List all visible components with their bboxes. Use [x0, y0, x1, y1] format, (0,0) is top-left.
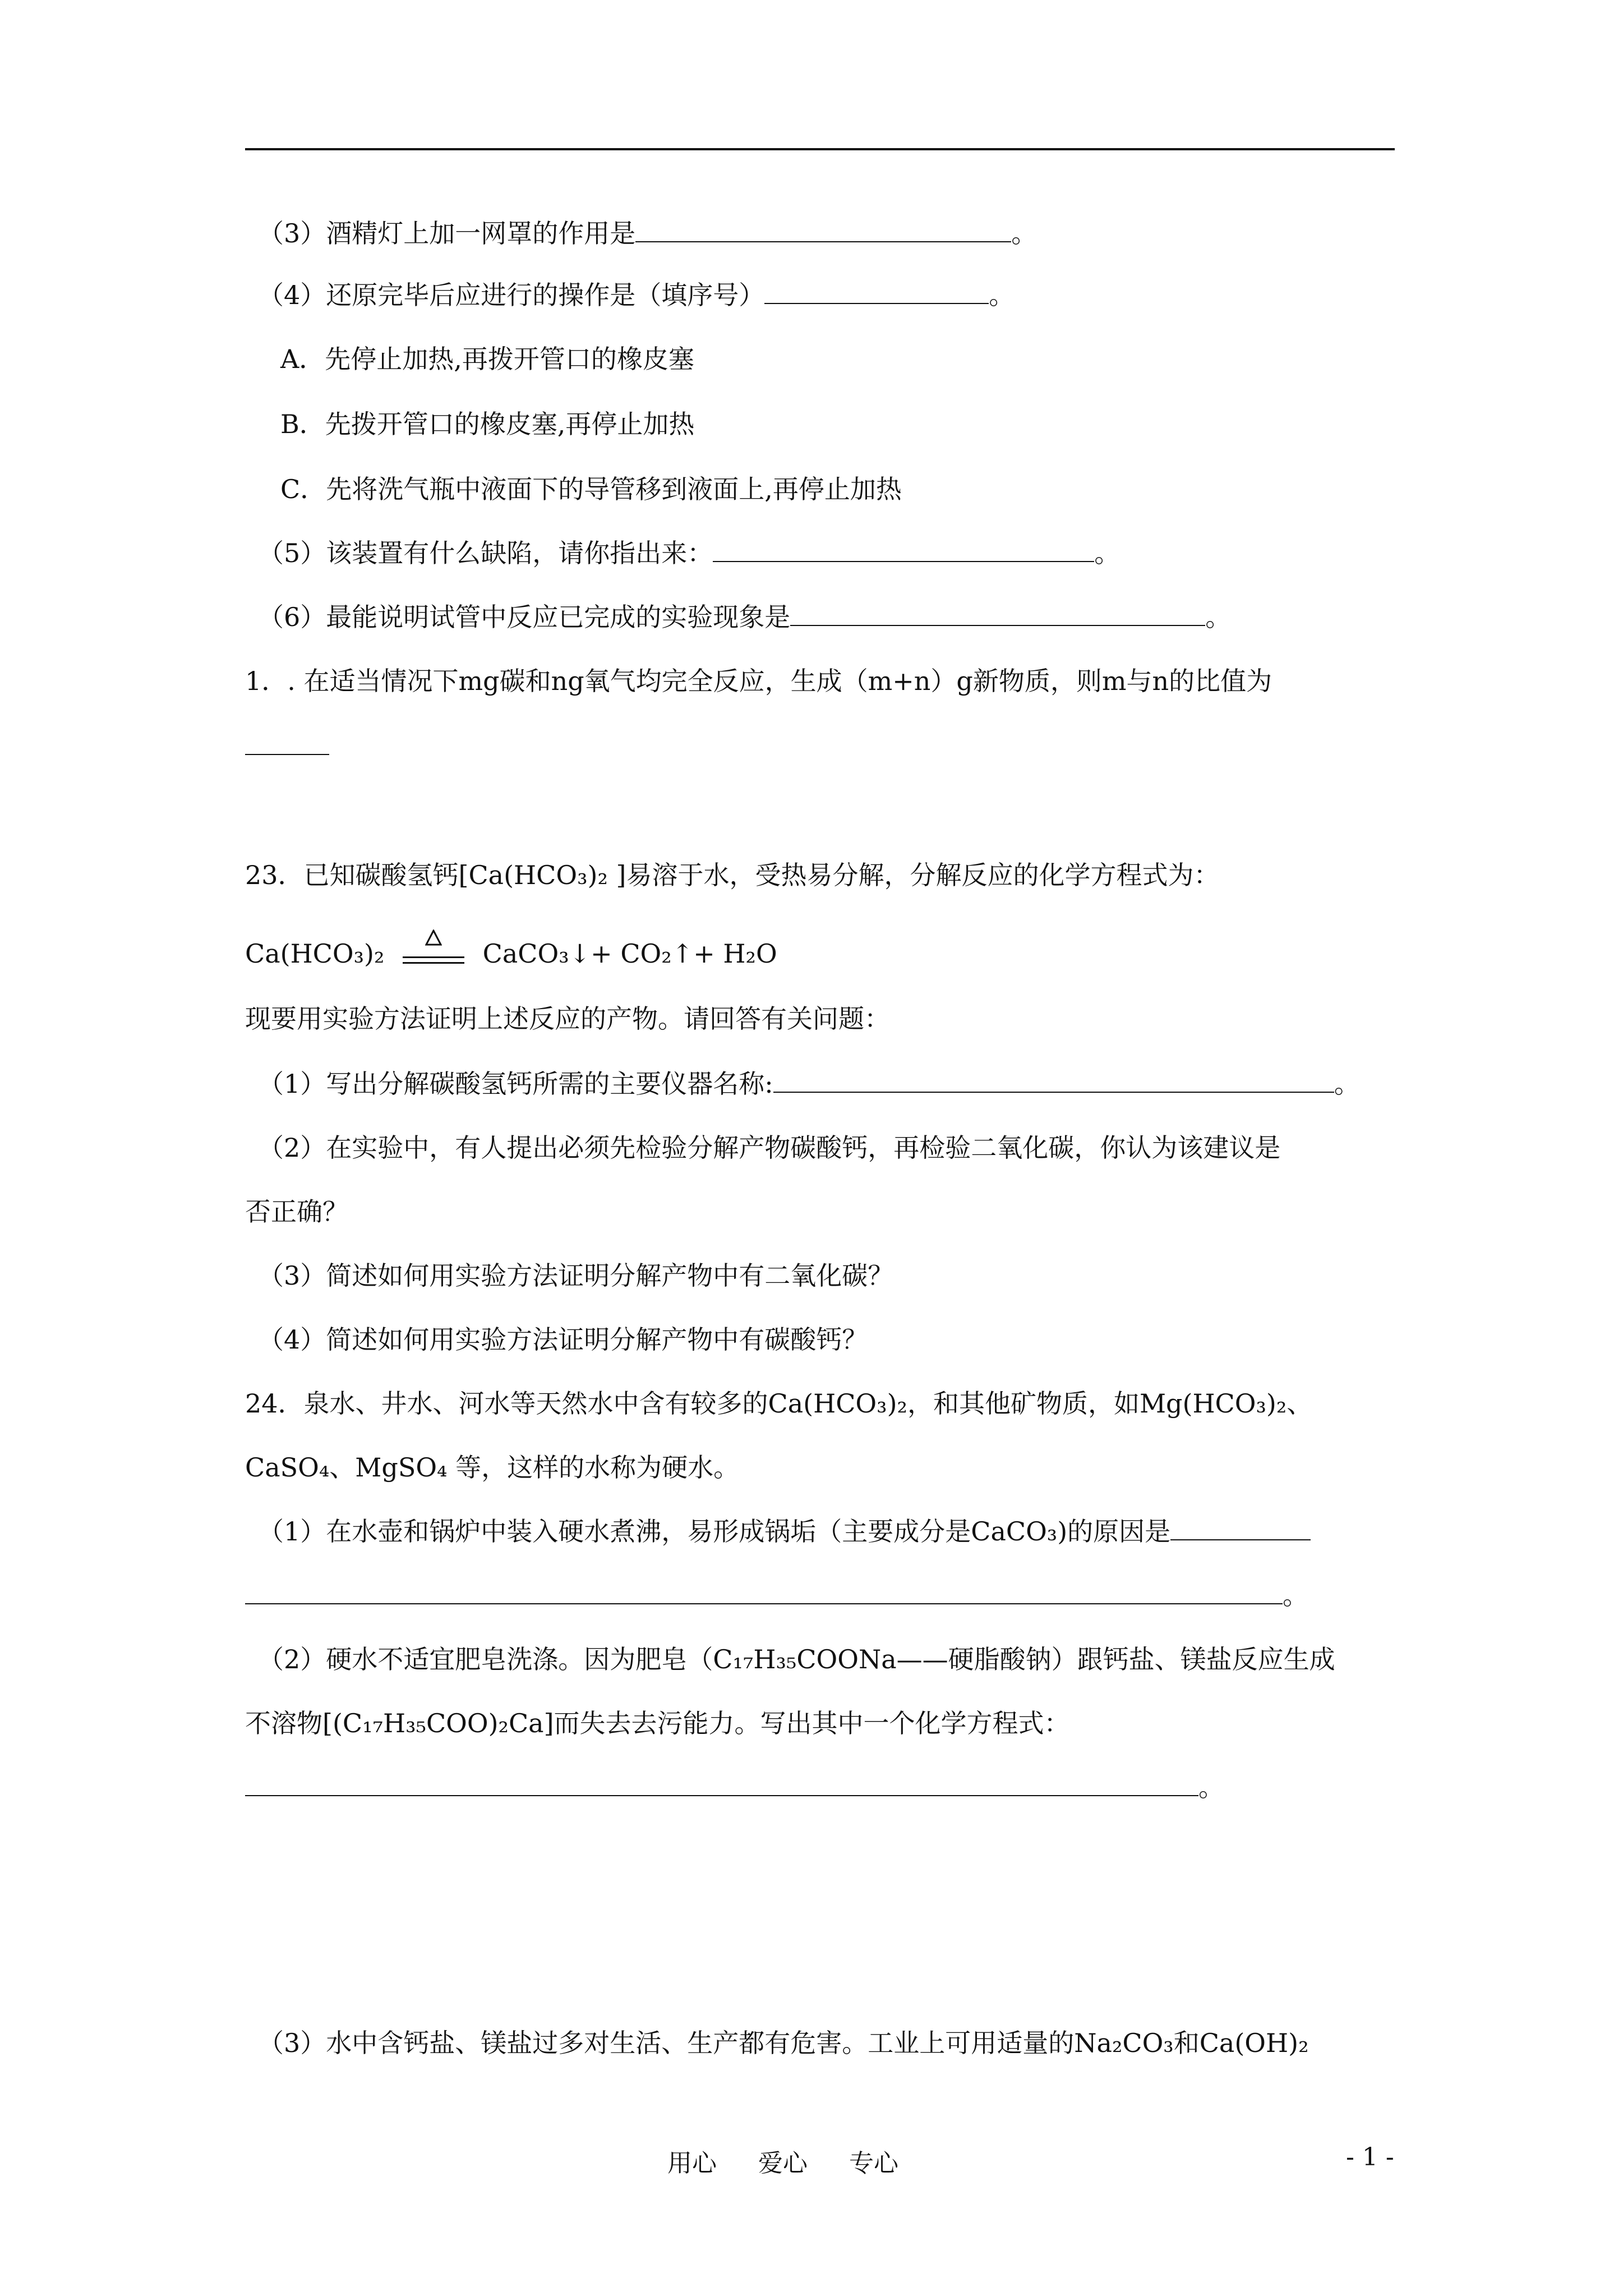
equation-reactant: Ca(HCO₃)₂ — [245, 938, 385, 969]
q6-text: （6）最能说明试管中反应已完成的实验现象是 — [258, 602, 791, 632]
header-rule — [245, 148, 1395, 150]
question-23-1 — [258, 1067, 1360, 1101]
question-24-3: （3）水中含钙盐、镁盐过多对生活、生产都有危害。工业上可用适量的Na₂CO₃和Ca(OH)₂ — [258, 2028, 1309, 2058]
question-24-2-cont: 不溶物[(C₁₇H₃₅COO)₂Ca]而失去去污能力。写出其中一个化学方程式： — [245, 1708, 1070, 1738]
q24-1-blank-2 — [245, 1582, 1283, 1604]
question-23-prompt: 现要用实验方法证明上述反应的产物。请回答有关问题： — [245, 1004, 890, 1034]
question-24-intro: 24．泉水、井水、河水等天然水中含有较多的Ca(HCO₃)₂，和其他矿物质，如Mg(HCO₃)₂、 — [245, 1388, 1313, 1419]
q5-text: （5）该装置有什么缺陷，请你指出来： — [258, 538, 713, 568]
q23-1-tail: 。 — [1334, 1069, 1360, 1099]
q4-text: （4）还原完毕后应进行的操作是（填序号） — [258, 280, 765, 310]
question-23-4: （4）简述如何用实验方法证明分解产物中有碳酸钙？ — [258, 1324, 868, 1355]
q4-tail: 。 — [989, 280, 1015, 310]
question-3-air-mask — [258, 217, 1037, 250]
q23-1-blank — [773, 1070, 1334, 1093]
q4-blank — [764, 282, 989, 304]
q24-2-tail: 。 — [1198, 1772, 1224, 1802]
question-23-3: （3）简述如何用实验方法证明分解产物中有二氧化碳？ — [258, 1260, 894, 1291]
chemical-equation — [245, 937, 777, 970]
question-23-2-cont: 否正确？ — [245, 1197, 348, 1227]
q5-blank — [713, 540, 1094, 562]
question-24-1-answer-line — [245, 1579, 1308, 1612]
q6-tail: 。 — [1205, 602, 1232, 632]
question-23-2: （2）在实验中，有人提出必须先检验分解产物碳酸钙，再检验二氧化碳，你认为该建议是 — [258, 1133, 1281, 1163]
question-4-operation — [258, 278, 1015, 312]
equation-heat-sign — [403, 942, 464, 970]
q3-blank — [635, 220, 1011, 242]
question-24-2-answer-line — [245, 1770, 1224, 1804]
footer-motto: 用心 爱心 专心 — [667, 2149, 898, 2178]
q6-blank — [790, 604, 1205, 626]
question-5-defect — [258, 536, 1120, 570]
heat-triangle-icon — [425, 930, 442, 946]
q24-2-blank — [245, 1774, 1198, 1796]
question-1-ratio: 1．. 在适当情况下mg碳和ng氧气均完全反应，生成（m+n）g新物质，则m与n的比值为 — [245, 666, 1272, 696]
q23-1-text: （1）写出分解碳酸氢钙所需的主要仪器名称: — [258, 1069, 773, 1099]
question-24-1 — [258, 1515, 1311, 1548]
option-b: B．先拨开管口的橡皮塞,再停止加热 — [280, 409, 695, 439]
q5-tail: 。 — [1094, 538, 1121, 568]
question-24-intro-cont: CaSO₄、MgSO₄ 等，这样的水称为硬水。 — [245, 1452, 740, 1483]
question-6-phenomenon — [258, 600, 1231, 634]
question-1-answer-line — [245, 729, 329, 763]
q1-blank — [245, 733, 329, 755]
q24-1-text: （1）在水壶和锅炉中装入硬水煮沸，易形成锅垢（主要成分是CaCO₃)的原因是 — [258, 1516, 1171, 1547]
q24-1-tail: 。 — [1283, 1580, 1308, 1611]
page-number: - 1 - — [1346, 2143, 1394, 2171]
equation-products: CaCO₃↓+ CO₂↑+ H₂O — [482, 938, 777, 969]
q3-tail: 。 — [1011, 218, 1038, 249]
option-c: C．先将洗气瓶中液面下的导管移到液面上,再停止加热 — [280, 474, 902, 504]
option-a: A．先停止加热,再拨开管口的橡皮塞 — [280, 344, 694, 374]
question-24-2: （2）硬水不适宜肥皂洗涤。因为肥皂（C₁₇H₃₅COONa——硬脂酸钠）跟钙盐、镁盐反应生成 — [258, 1644, 1335, 1674]
q3-text: （3）酒精灯上加一网罩的作用是 — [258, 218, 636, 249]
question-23-intro: 23．已知碳酸氢钙[Ca(HCO₃)₂ ]易溶于水，受热易分解，分解反应的化学方程式为： — [245, 860, 1220, 890]
q24-1-blank — [1170, 1518, 1311, 1540]
